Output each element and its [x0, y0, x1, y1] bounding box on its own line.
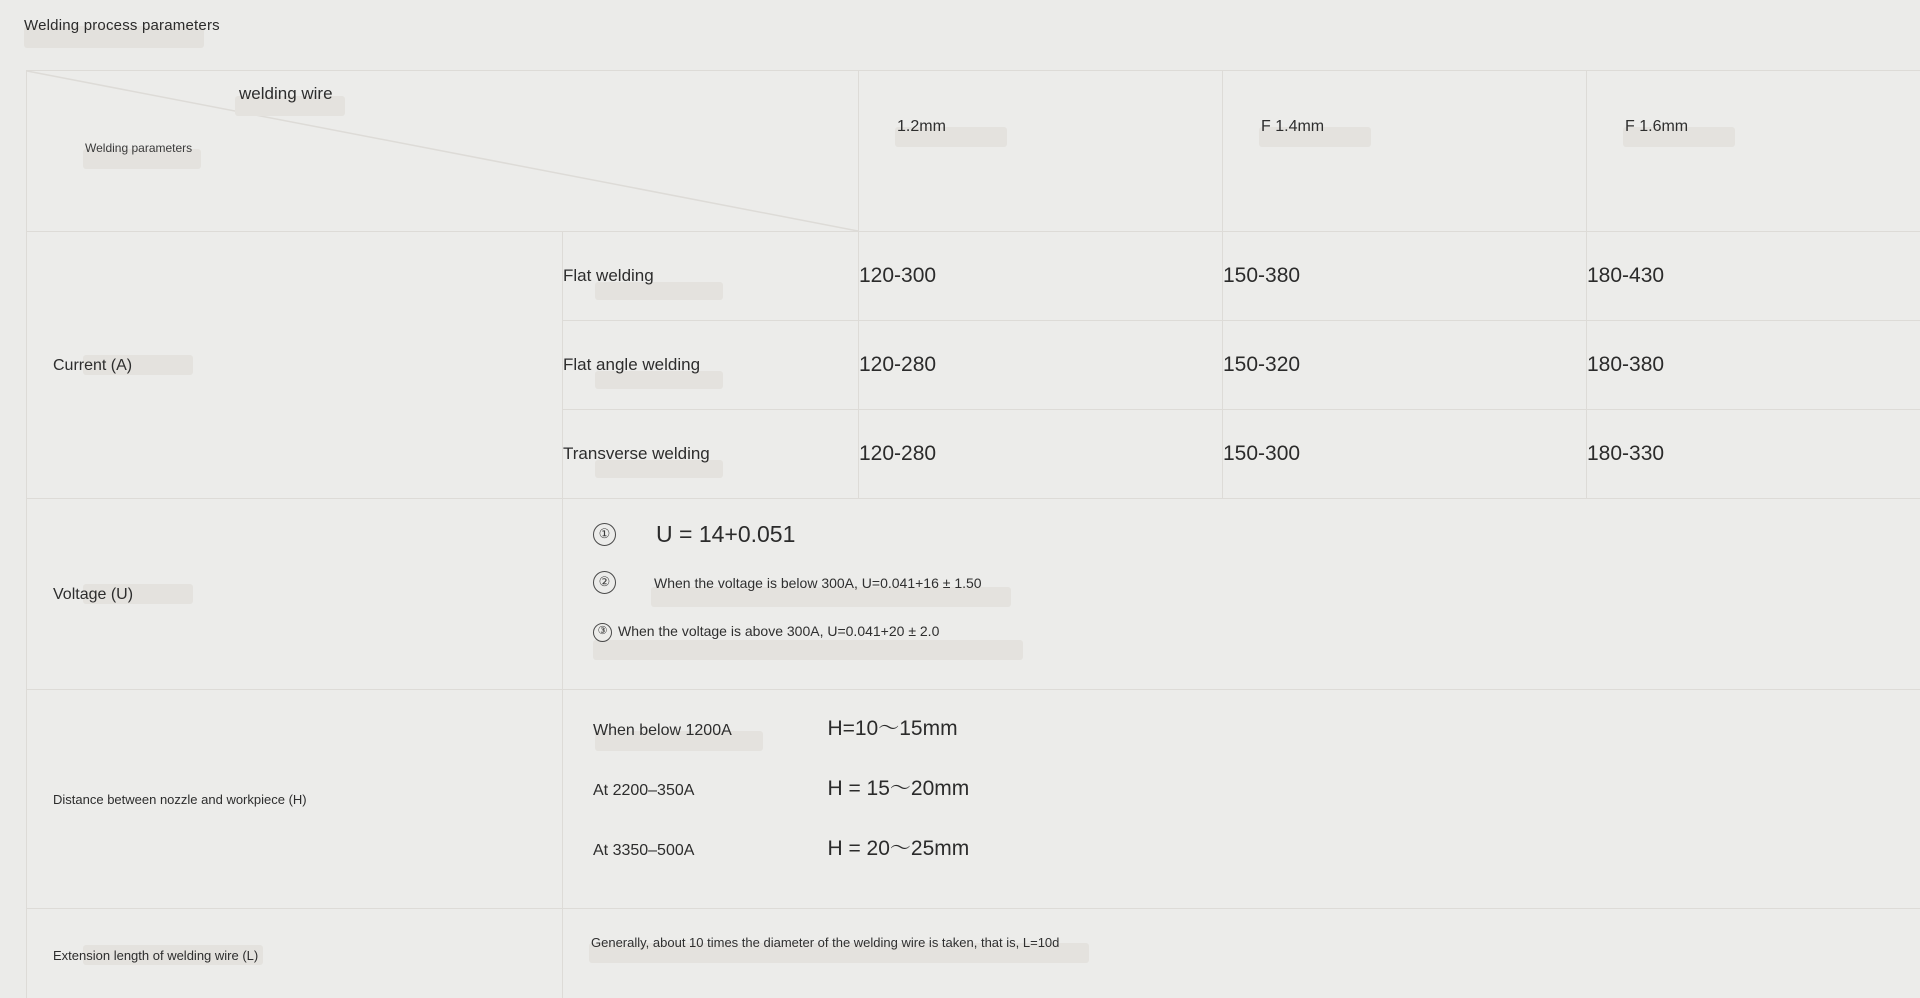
- row-label-current: [27, 232, 563, 499]
- current-flat-angle-14: 150-320: [1223, 321, 1587, 410]
- circled-three-icon: ③: [593, 623, 612, 642]
- current-position-flat: [563, 232, 859, 321]
- header-size-3-label: F 1.6mm: [1625, 118, 1689, 135]
- distance-label-text: Distance between nozzle and workpiece (H): [53, 792, 307, 807]
- extension-text: Generally, about 10 times the diameter of the welding wire is taken, that is, L=10d: [591, 935, 1060, 950]
- row-label-voltage: [27, 499, 563, 690]
- distance-row-3: [593, 832, 969, 862]
- distance-condition-2: At 2200–350A: [593, 782, 695, 799]
- header-welding-parameters-label: Welding parameters: [85, 141, 193, 155]
- header-size-1-label: 1.2mm: [897, 118, 946, 135]
- header-corner-cell: [27, 71, 859, 232]
- current-transverse-16: 180-330: [1587, 410, 1920, 499]
- distance-condition-3: At 3350–500A: [593, 842, 695, 859]
- current-flat-angle-12: 120-280: [859, 321, 1223, 410]
- header-welding-wire-label: welding wire: [239, 84, 333, 103]
- voltage-formula-1: U = 14+0.051: [656, 521, 796, 547]
- current-position-flat-angle: [563, 321, 859, 410]
- current-transverse-12: 120-280: [859, 410, 1223, 499]
- circled-two-icon: ②: [593, 571, 616, 594]
- welding-parameters-table: [26, 70, 1920, 998]
- header-size-2: [1223, 71, 1587, 232]
- page-title: Welding process parameters: [24, 17, 220, 34]
- current-transverse-14: 150-300: [1223, 410, 1587, 499]
- voltage-label-text: Voltage (U): [53, 586, 134, 603]
- circled-one-icon: ①: [593, 523, 616, 546]
- extension-content-cell: [563, 909, 1920, 998]
- table-row: [27, 232, 1920, 321]
- current-flat-14: 150-380: [1223, 232, 1587, 321]
- distance-row-2: [593, 772, 969, 802]
- current-position-transverse: [563, 410, 859, 499]
- voltage-content-cell: [563, 499, 1920, 690]
- row-label-extension: [27, 909, 563, 998]
- voltage-formula-3: [593, 623, 939, 642]
- table-row: [27, 690, 1920, 909]
- voltage-item-1: [593, 521, 795, 548]
- voltage-item-3: [593, 623, 939, 642]
- current-label-text: Current (A): [53, 357, 133, 374]
- current-position-flat-angle-label: Flat angle welding: [563, 355, 701, 374]
- header-size-2-label: F 1.4mm: [1261, 118, 1325, 135]
- extension-label-text: Extension length of welding wire (L): [53, 948, 259, 963]
- voltage-formula-2: When the voltage is below 300A, U=0.041+16 ± 1.50: [654, 574, 982, 591]
- header-size-3: [1587, 71, 1920, 232]
- current-flat-angle-16: 180-380: [1587, 321, 1920, 410]
- voltage-item-2: [593, 571, 982, 594]
- table-header-row: [27, 71, 1920, 232]
- distance-content-cell: [563, 690, 1920, 909]
- voltage-3-highlight: [593, 640, 1023, 660]
- distance-value-1: H=10～15mm: [827, 717, 958, 740]
- table-row: [27, 909, 1920, 998]
- distance-value-2: H = 15～20mm: [827, 777, 970, 800]
- current-flat-12: 120-300: [859, 232, 1223, 321]
- current-position-transverse-label: Transverse welding: [563, 444, 710, 463]
- current-position-flat-label: Flat welding: [563, 266, 654, 285]
- table-row: [27, 499, 1920, 690]
- distance-condition-1: When below 1200A: [593, 722, 732, 739]
- row-label-distance: [27, 690, 563, 909]
- distance-value-3: H = 20～25mm: [827, 837, 970, 860]
- header-size-1: [859, 71, 1223, 232]
- voltage-formula-3-text: When the voltage is above 300A, U=0.041+20 ± 2.0: [618, 623, 940, 640]
- current-flat-16: 180-430: [1587, 232, 1920, 321]
- distance-row-1: [593, 712, 958, 742]
